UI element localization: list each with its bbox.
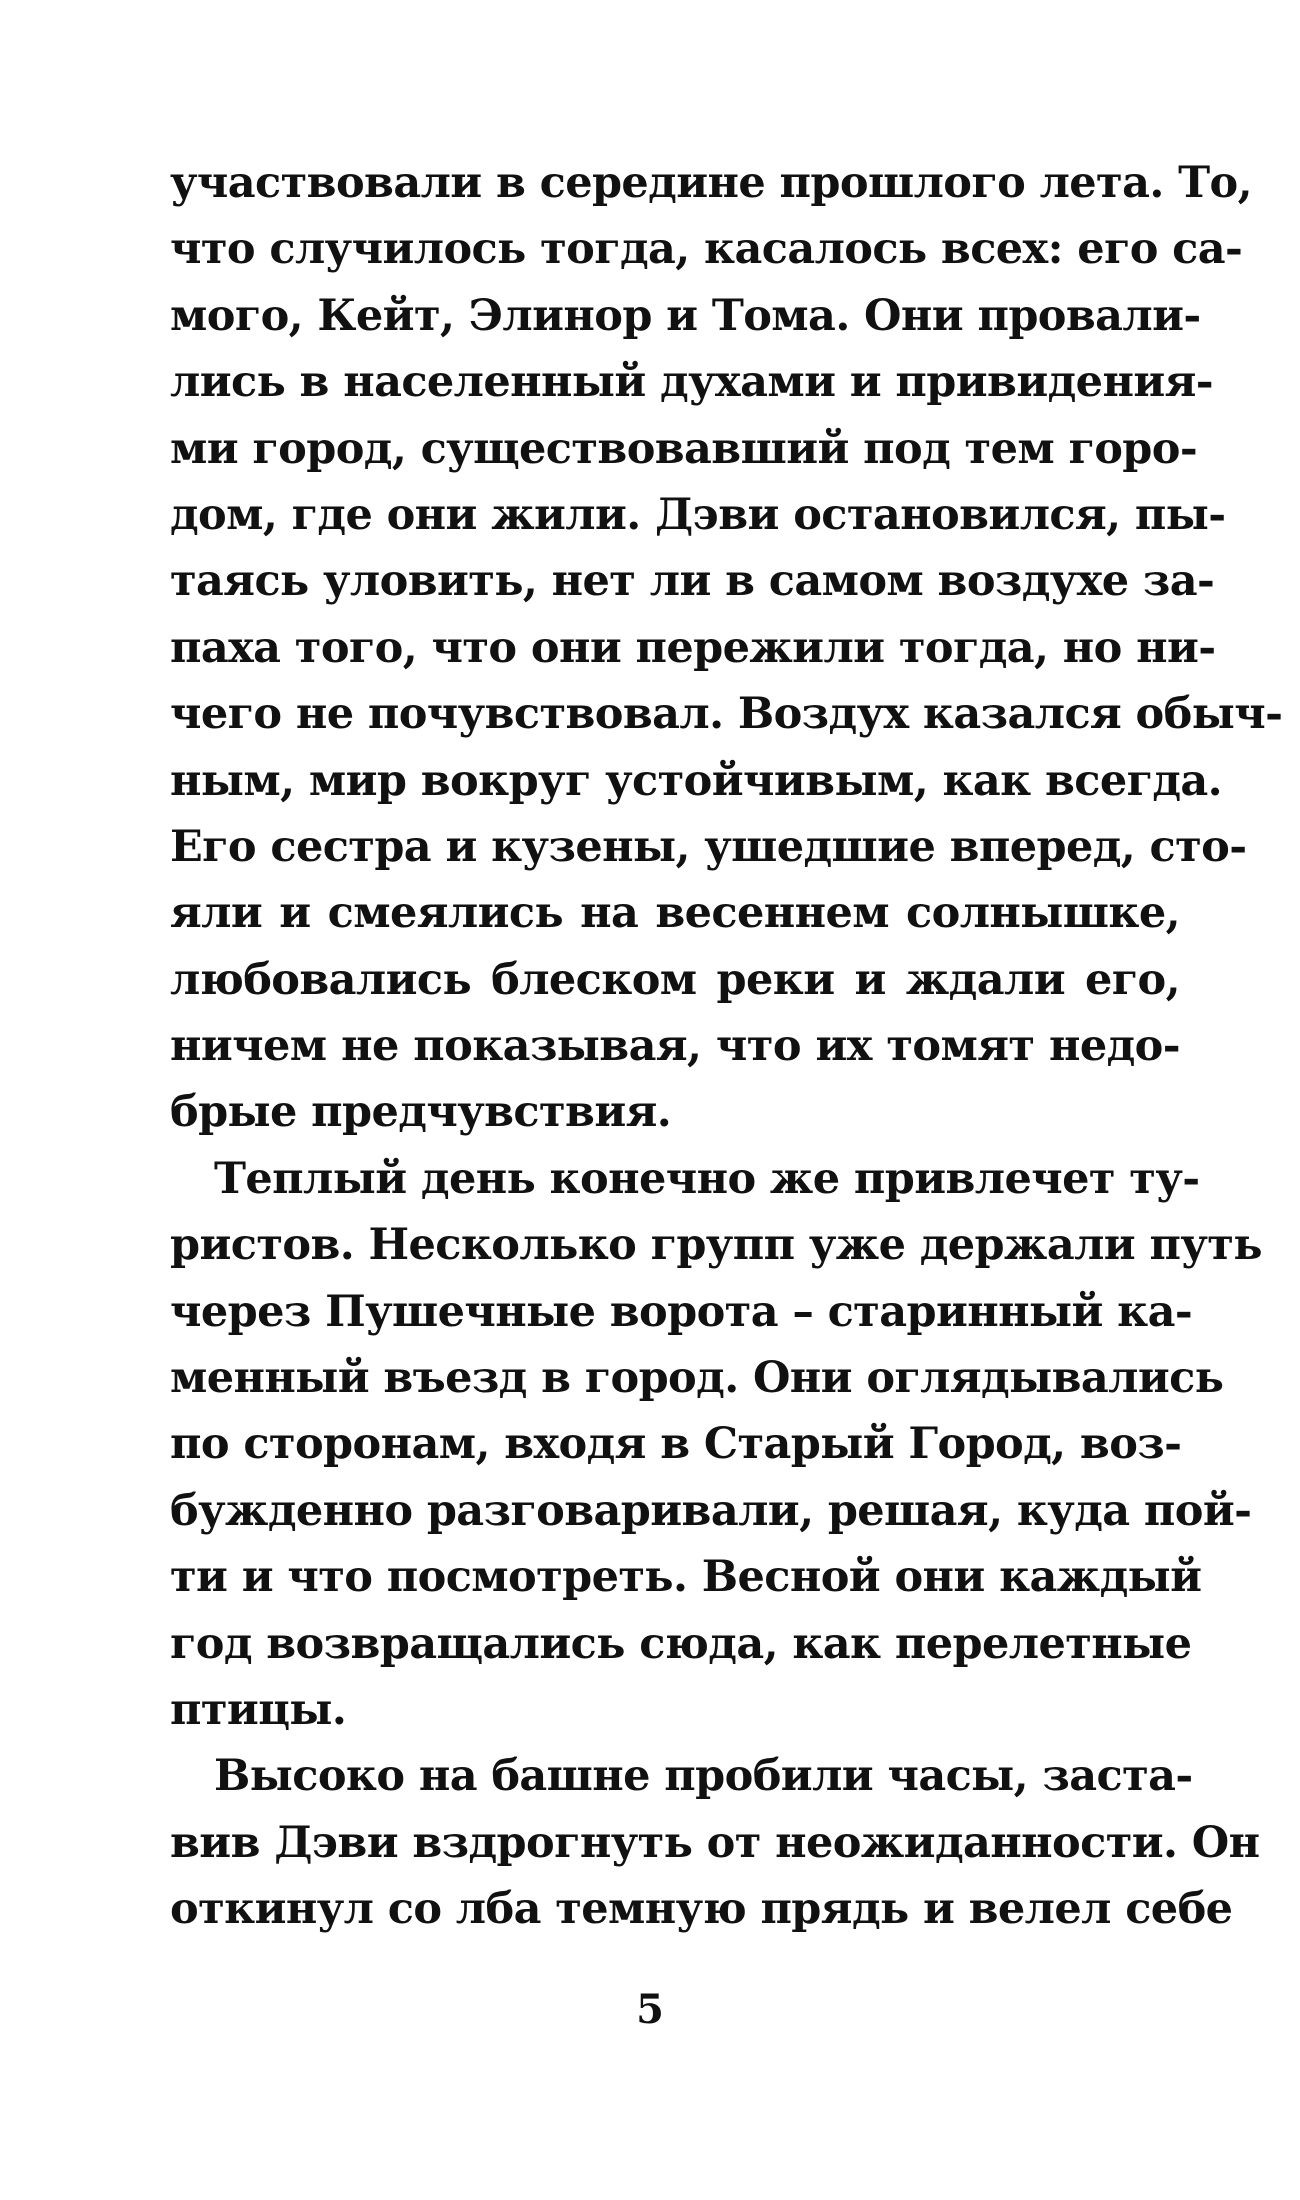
text-line: чего не почувствовал. Воздух казался обыч- — [170, 689, 1283, 740]
text-line: лись в населенный духами и привидения- — [170, 357, 1214, 408]
text-line: год возвращались сюда, как перелетные — [170, 1618, 1192, 1669]
paragraph-start-line: Теплый день конечно же привлечет ту- — [214, 1153, 1200, 1204]
text-line: дом, где они жили. Дэви остановился, пы- — [170, 489, 1226, 540]
text-line: паха того, что они пережили тогда, но ни- — [170, 622, 1216, 673]
text-line: что случилось тогда, касалось всех: его са- — [170, 224, 1243, 275]
text-line: менный въезд в город. Они оглядывались — [170, 1353, 1224, 1404]
text-line: ным, мир вокруг устойчивым, как всегда. — [170, 755, 1223, 806]
text-line: таясь уловить, нет ли в самом воздухе за- — [170, 556, 1215, 607]
paragraph-start-line: Высоко на башне пробили часы, заста- — [214, 1751, 1193, 1802]
text-line: ми город, существовавший под тем горо- — [170, 423, 1198, 474]
text-line: ристов. Несколько групп уже держали путь — [170, 1220, 1262, 1271]
text-line: любовались блеском реки и ждали его, — [170, 954, 1180, 1005]
text-line: брые предчувствия. — [170, 1087, 672, 1138]
text-line: бужденно разговаривали, решая, куда пой- — [170, 1485, 1252, 1536]
text-line: ти и что посмотреть. Весной они каждый — [170, 1552, 1202, 1603]
text-line: вив Дэви вздрогнуть от неожиданности. Он — [170, 1817, 1260, 1868]
text-line: ничем не показывая, что их томят недо- — [170, 1021, 1180, 1072]
body-text — [170, 150, 1283, 1943]
page-number: 5 — [636, 1986, 664, 2033]
text-line: откинул со лба темную прядь и велел себе — [170, 1884, 1233, 1935]
text-line: по сторонам, входя в Старый Город, воз- — [170, 1419, 1182, 1470]
text-line: участвовали в середине прошлого лета. То, — [170, 158, 1252, 208]
text-line: мого, Кейт, Элинор и Тома. Они провали- — [170, 290, 1201, 341]
text-line: Его сестра и кузены, ушедшие вперед, сто- — [170, 821, 1247, 872]
text-line: через Пушечные ворота – старинный ка- — [170, 1286, 1193, 1337]
text-line: птицы. — [170, 1684, 347, 1735]
text-line: яли и смеялись на весеннем солнышке, — [170, 888, 1180, 939]
